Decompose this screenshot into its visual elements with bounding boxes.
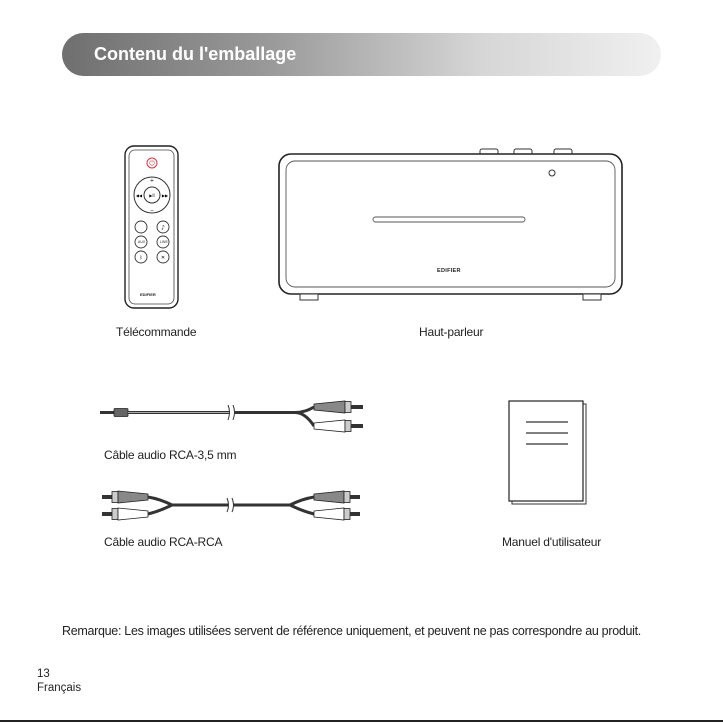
svg-text:◀◀: ◀◀ [135,193,143,198]
caption-cable-rca-35: Câble audio RCA-3,5 mm [104,448,237,462]
cable-rca-35mm-illustration [100,396,370,436]
svg-text:♪: ♪ [161,224,165,232]
svg-text:▶▶: ▶▶ [161,193,169,198]
speaker-illustration [278,149,624,304]
svg-text:−: − [149,208,155,214]
user-manual-illustration [508,400,590,506]
svg-text:+: + [149,178,155,184]
remote-button-aux-label: AUX [138,240,146,244]
caption-manual: Manuel d'utilisateur [502,535,602,549]
svg-text:ᛒ: ᛒ [139,255,143,261]
section-title: Contenu du l'emballage [94,44,297,64]
caption-speaker: Haut-parleur [419,325,484,339]
caption-cable-rca-rca: Câble audio RCA-RCA [104,535,223,549]
page-language: Français [37,682,82,694]
remark-note: Remarque: Les images utilisées servent de référence uniquement, et peuvent ne pas correspondre au produit. [62,624,641,638]
cable-rca-rca-illustration [102,488,364,522]
svg-text:▶II: ▶II [149,193,155,198]
bottom-rule [0,720,723,722]
remote-control-illustration [124,145,180,310]
svg-text:⏻: ⏻ [149,159,155,168]
caption-remote: Télécommande [116,325,197,339]
svg-text:✕: ✕ [160,255,166,261]
page-footer [37,667,81,695]
page-number: 13 [37,668,50,680]
remote-brand-label: EDIFIER [140,292,156,297]
remote-button-line-label: LINE [160,240,168,244]
speaker-brand-label: EDIFIER [437,268,461,274]
